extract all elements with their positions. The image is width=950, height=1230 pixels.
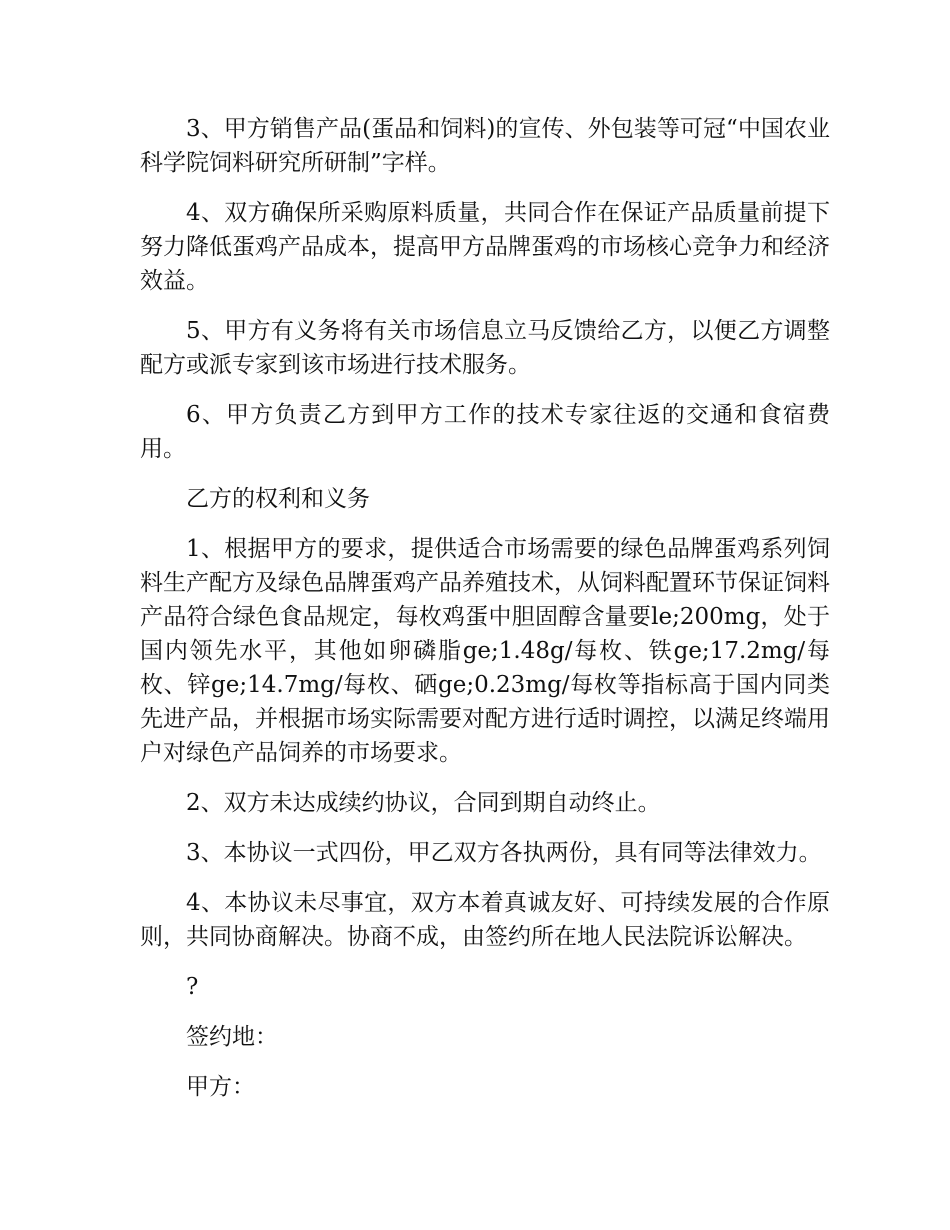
- signing-place: 签约地：: [186, 1024, 278, 1050]
- party-a: 甲方：: [186, 1074, 255, 1100]
- paragraph-3: 5、甲方有义务将有关市场信息立马反馈给乙方，以便乙方调整配方或派专家到该市场进行技术服务。: [140, 318, 830, 378]
- section-heading: 乙方的权利和义务: [186, 486, 370, 512]
- paragraph-4: 6、甲方负责乙方到甲方工作的技术专家往返的交通和食宿费用。: [140, 402, 830, 462]
- paragraph-1: 3、甲方销售产品(蛋品和饲料)的宣传、外包装等可冠“中国农业科学院饲料研究所研制”字样。: [140, 116, 830, 176]
- paragraph-7: 3、本协议一式四份，甲乙双方各执两份，具有同等法律效力。: [186, 840, 822, 866]
- paragraph-6: 2、双方未达成续约协议，合同到期自动终止。: [186, 790, 661, 816]
- document-page: [140, 112, 830, 1120]
- paragraph-5: 1、根据甲方的要求，提供适合市场需要的绿色品牌蛋鸡系列饲料生产配方及绿色品牌蛋鸡产品养殖技术，从饲料配置环节保证饲料产品符合绿色食品规定，每枚鸡蛋中胆固醇含量要le;200mg，处于国内领先水平，其他如卵磷脂ge;1.48g/每枚、铁ge;17.2mg/每枚、锌ge;14.7mg/每枚、硒ge;0.23mg/每枚等指标高于国内同类先进产品，并根据市场实际需要对配方进行适时调控，以满足终端用户对绿色产品饲养的市场要求。: [140, 536, 830, 766]
- paragraph-8: 4、本协议未尽事宜，双方本着真诚友好、可持续发展的合作原则，共同协商解决。协商不成，由签约所在地人民法院诉讼解决。: [140, 890, 830, 950]
- paragraph-2: 4、双方确保所采购原料质量，共同合作在保证产品质量前提下努力降低蛋鸡产品成本，提高甲方品牌蛋鸡的市场核心竞争力和经济效益。: [140, 200, 830, 294]
- placeholder-mark: ?: [186, 974, 199, 1000]
